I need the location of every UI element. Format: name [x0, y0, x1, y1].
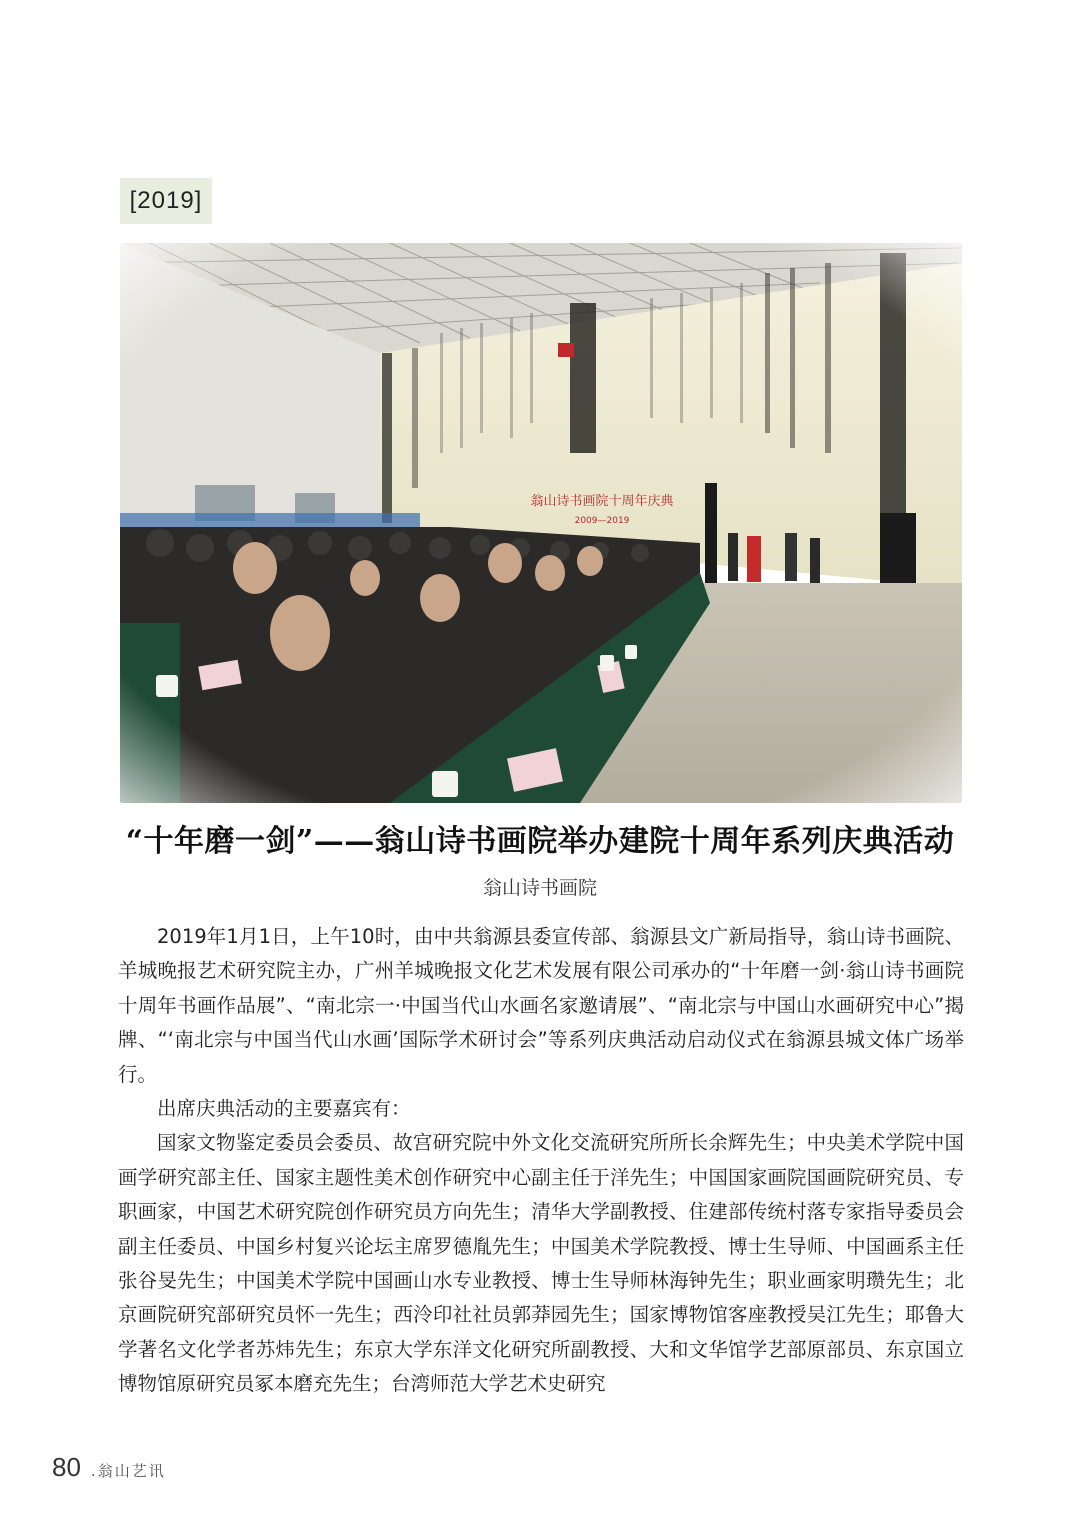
- article-body: [118, 920, 964, 1402]
- paragraph: 2019年1月1日，上午10时，由中共翁源县委宣传部、翁源县文广新局指导，翁山诗书画院、羊城晚报艺术研究院主办，广州羊城晚报文化艺术发展有限公司承办的“十年磨一剑·翁山诗书画院十周年书画作品展”、“南北宗一·中国当代山水画名家邀请展”、“南北宗与中国山水画研究中心”揭牌、“‘南北宗与中国当代山水画’国际学术研讨会”等系列庆典活动启动仪式在翁源县城文体广场举行。: [118, 925, 964, 1086]
- article-author: 翁山诗书画院: [482, 877, 597, 899]
- page-number: 80: [52, 1452, 81, 1482]
- magazine-name: .翁山艺讯: [90, 1462, 166, 1480]
- article-headline: “十年磨一剑”——翁山诗书画院举办建院十周年系列庆典活动: [125, 824, 955, 859]
- paragraph: 国家文物鉴定委员会委员、故宫研究院中外文化交流研究所所长余辉先生；中央美术学院中国画学研究部主任、国家主题性美术创作研究中心副主任于洋先生；中国国家画院国画院研究员、专职画家，中国艺术研究院创作研究员方向先生；清华大学副教授、住建部传统村落专家指导委员会副主任委员、中国乡村复兴论坛主席罗德胤先生；中国美术学院教授、博士生导师、中国画系主任张谷旻先生；中国美术学院中国画山水专业教授、博士生导师林海钟先生；职业画家明瓒先生；北京画院研究部研究员怀一先生；西泠印社社员郭莽园先生；国家博物馆客座教授吴江先生；耶鲁大学著名文化学者苏炜先生；东京大学东洋文化研究所副教授、大和文华馆学艺部原部员、东京国立博物馆原研究员冢本磨充先生；台湾师范大学艺术史研究: [118, 1131, 964, 1396]
- paragraph: 出席庆典活动的主要嘉宾有：: [157, 1097, 411, 1121]
- event-photo: [120, 243, 962, 803]
- year-tag: [2019]: [120, 178, 212, 224]
- page-footer: [52, 1452, 166, 1483]
